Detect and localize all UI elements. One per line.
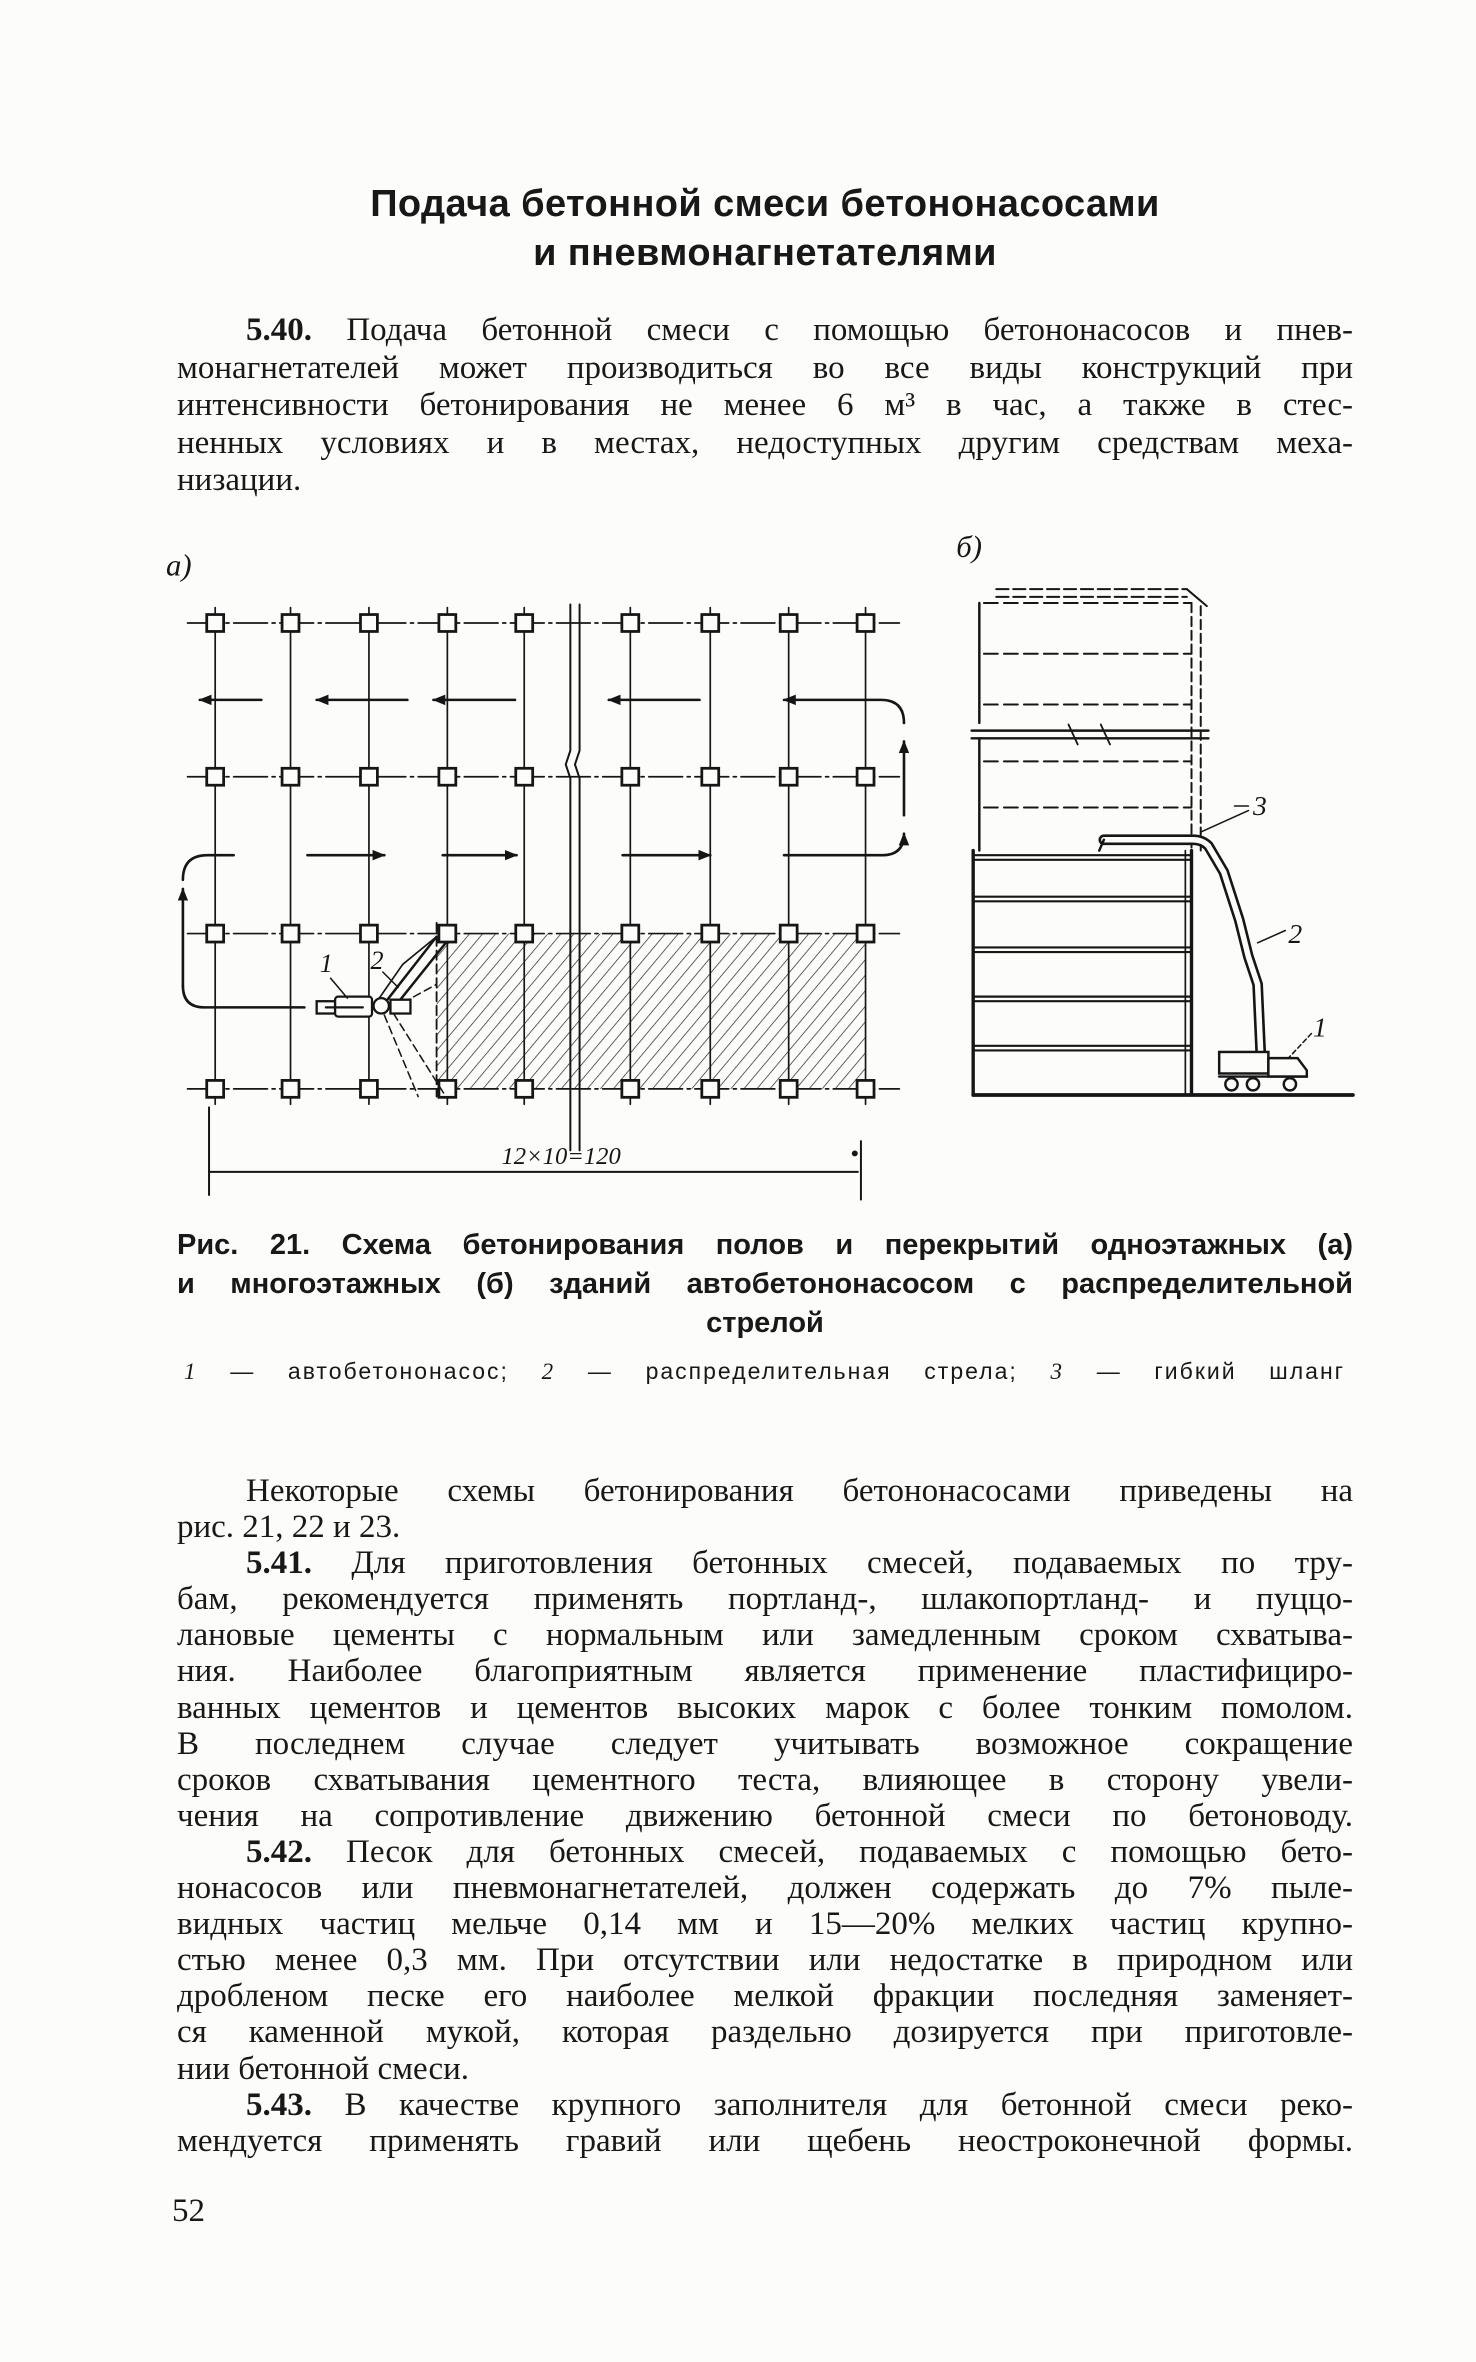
figure-b-building-section — [956, 530, 1353, 1095]
column-node — [439, 925, 456, 942]
column-node — [516, 615, 533, 632]
figure-caption — [177, 1226, 1353, 1343]
column-node — [780, 1080, 797, 1097]
text-line: сроков схватывания цементного теста, влияющее в сторону увели- — [177, 1761, 1353, 1798]
column-node — [516, 1080, 533, 1097]
text-line-content: Песок для бетонных смесей, подаваемых с помощью бето- — [346, 1833, 1353, 1870]
column-node — [360, 615, 377, 632]
section-heading — [177, 180, 1353, 278]
text-line — [177, 312, 1353, 350]
text-line: монагнетателей может производиться во все виды конструкций при — [177, 349, 1353, 386]
column-node — [360, 1080, 377, 1097]
figure-b-label: б) — [956, 529, 982, 564]
text-line: чения на сопротивление движению бетонной смеси по бетоноводу. — [177, 1797, 1353, 1834]
text-line: ся каменной мукой, которая раздельно дозируется при приготовле- — [177, 2014, 1353, 2051]
text-line: Некоторые схемы бетонирования бетононасосами приведены на — [246, 1473, 1353, 1509]
callout-2-boom: 2 — [1288, 917, 1303, 949]
column-node — [622, 615, 639, 632]
legend-number: 2 — [541, 1359, 556, 1384]
callout-2-boom: 2 — [370, 945, 384, 975]
arrow-turn-bottom — [183, 986, 304, 1008]
paragraph-number: 5.42. — [246, 1833, 312, 1870]
callout-1-pump: 1 — [319, 949, 333, 979]
text-line-content: Подача бетонной смеси с помощью бетононасосов и пнев- — [346, 312, 1353, 348]
legend-text: — автобетононасос; — [230, 1358, 509, 1384]
column-node — [857, 1080, 874, 1097]
concreted-area-hatching — [437, 934, 866, 1089]
column-node — [207, 615, 224, 632]
column-node — [282, 768, 299, 785]
column-node — [780, 615, 797, 632]
callout-3-hose: 3 — [1253, 790, 1267, 822]
column-node — [282, 615, 299, 632]
column-node — [516, 768, 533, 785]
column-node — [857, 615, 874, 632]
text-line: ванных цементов и цементов высоких марок с более тонким помолом. — [177, 1689, 1353, 1726]
column-node — [207, 768, 224, 785]
concrete-pump-truck-b — [1219, 1052, 1307, 1090]
text-line: нии бетонной смеси. — [177, 2050, 470, 2087]
callout-leader — [1258, 931, 1286, 943]
text-line — [177, 2087, 1353, 2123]
paragraph-5-40 — [177, 312, 1353, 500]
paragraph-number: 5.41. — [246, 1545, 312, 1582]
callout-1-pump: 1 — [1312, 1011, 1327, 1043]
column-node — [702, 615, 719, 632]
column-node — [780, 768, 797, 785]
column-node — [282, 1080, 299, 1097]
column-node — [516, 925, 533, 942]
column-node — [360, 925, 377, 942]
arrow-turn-right — [183, 855, 234, 880]
column-node — [622, 1080, 639, 1097]
caption-line: стрелой — [706, 1307, 824, 1339]
figure-legend — [184, 1357, 1345, 1385]
column-node — [702, 925, 719, 942]
text-line — [177, 1834, 1353, 1870]
figure-21-diagram — [146, 523, 1376, 1215]
column-node — [207, 925, 224, 942]
text-line-content: В качестве крупного заполнителя для бетонной смеси реко- — [344, 2086, 1353, 2123]
legend-number: 3 — [1050, 1359, 1064, 1384]
text-line: лановые цементы с нормальным или замедленным сроком схватыва- — [177, 1617, 1353, 1654]
column-node — [360, 768, 377, 785]
text-line: мендуется применять гравий или щебень неостроконечной формы. — [177, 2122, 1353, 2159]
text-line: стью менее 0,3 мм. При отсутствии или недостатке в природном или — [177, 1942, 1353, 1979]
column-node — [439, 615, 456, 632]
column-node — [622, 925, 639, 942]
text-line-content: Для приготовления бетонных смесей, подаваемых по тру- — [351, 1545, 1353, 1582]
text-line: низации. — [177, 462, 302, 498]
heading-line: Подача бетонной смеси бетононасосами — [370, 183, 1160, 225]
column-node — [207, 1080, 224, 1097]
text-line: бам, рекомендуется применять портланд-, шлакопортланд- и пуццо- — [177, 1581, 1353, 1618]
figure-a-floor-plan — [166, 548, 904, 1199]
text-line: ненных условиях и в местах, недоступных другим средствам меха- — [177, 424, 1353, 461]
caption-line: Рис. 21. Схема бетонирования полов и перекрытий одноэтажных (а) — [177, 1229, 1353, 1261]
distribution-boom-and-hose-b — [1099, 840, 1260, 1052]
column-node — [702, 1080, 719, 1097]
column-node — [702, 768, 719, 785]
text-line: В последнем случае следует учитывать возможное сокращение — [177, 1725, 1353, 1762]
legend-number: 1 — [184, 1359, 198, 1384]
concrete-pump-truck-a — [317, 997, 411, 1017]
text-line: рис. 21, 22 и 23. — [177, 1509, 401, 1546]
text-line — [177, 1545, 1353, 1581]
page-number: 52 — [172, 2193, 205, 2229]
upper-floors-dashed — [979, 589, 1207, 850]
paragraph-number: 5.43. — [246, 2086, 312, 2123]
callout-leader — [1288, 1034, 1311, 1059]
slab-with-break-mark — [972, 724, 1209, 744]
text-line: ния. Наиболее благоприятным является применение пластифициро- — [177, 1653, 1353, 1690]
dimension-label: 12×10=120 — [501, 1143, 621, 1171]
arrow-turn-up — [784, 834, 904, 856]
callout-leader — [331, 978, 348, 998]
legend-text: — распределительная стрела; — [587, 1358, 1018, 1384]
column-node — [780, 925, 797, 942]
text-line: нонасосов или пневмонагнетателей, должен содержать до 7% пыле- — [177, 1870, 1353, 1907]
caption-line: и многоэтажных (б) зданий автобетононасосом с распределительной — [177, 1268, 1353, 1300]
text-line: интенсивности бетонирования не менее 6 м³ в час, а также в стес- — [177, 387, 1353, 423]
text-line: видных частиц мельче 0,14 мм и 15—20% мелких частиц крупно- — [177, 1906, 1353, 1943]
body-text — [177, 1473, 1353, 2159]
column-node — [282, 925, 299, 942]
column-node — [439, 768, 456, 785]
column-node — [857, 768, 874, 785]
heading-line: и пневмонагнетателями — [533, 232, 997, 274]
text-line: дробленом песке его наиболее мелкой фракции последняя заменяет- — [177, 1978, 1353, 2015]
column-node — [622, 768, 639, 785]
legend-text: — гибкий шланг — [1096, 1358, 1345, 1384]
column-node — [857, 925, 874, 942]
arrow-turn-left — [784, 700, 904, 723]
callout-leader — [1201, 811, 1249, 833]
legend-line — [184, 1357, 1345, 1385]
paragraph-number: 5.40. — [246, 312, 312, 348]
figure-a-label: а) — [165, 548, 192, 583]
